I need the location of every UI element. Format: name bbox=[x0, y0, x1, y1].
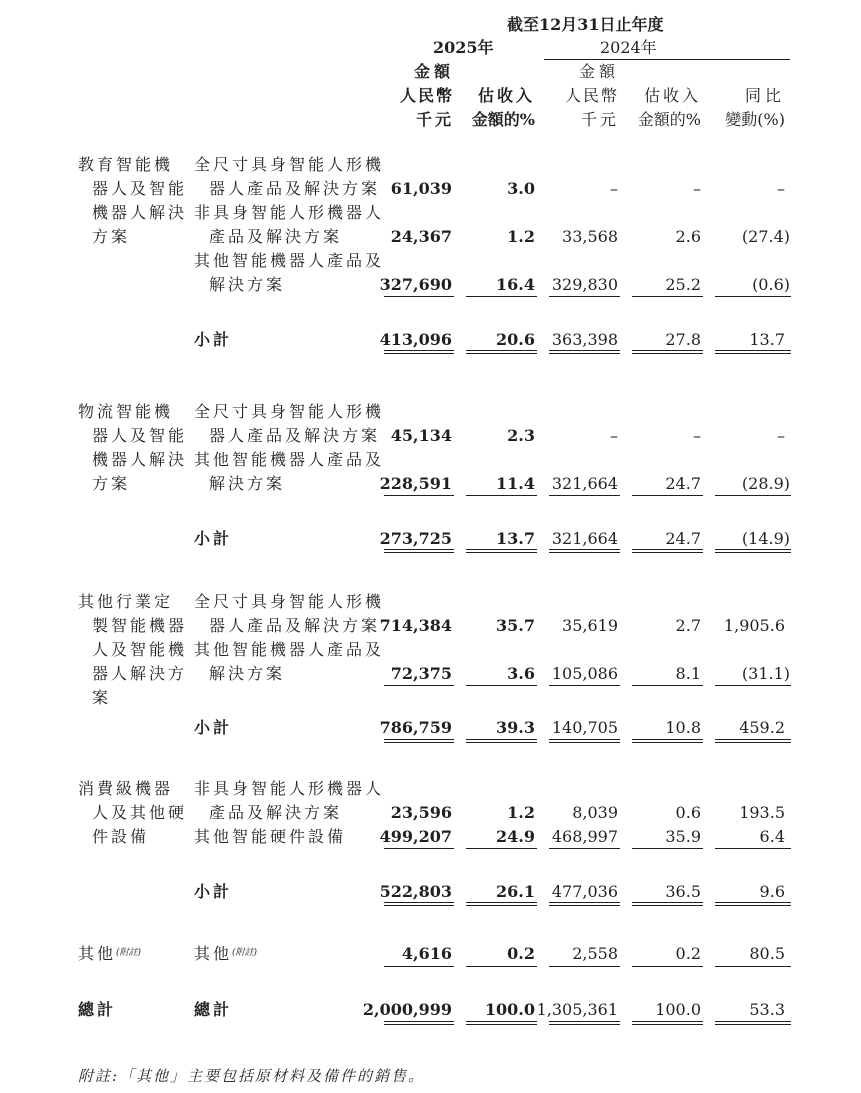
total-double-rule bbox=[549, 1021, 620, 1025]
category-label: 物流智能機 bbox=[78, 402, 174, 421]
subtotal-pct-2024: 36.5 bbox=[665, 882, 701, 901]
value-2024: 329,830 bbox=[551, 275, 618, 294]
change-pct: (27.4) bbox=[741, 227, 790, 246]
subtotal-pct-2025: 20.6 bbox=[496, 330, 535, 349]
col-amount-2024-l1: 金額 bbox=[578, 62, 619, 81]
row-label: 器人產品及解決方案 bbox=[209, 426, 381, 445]
pct-2025: 16.4 bbox=[496, 275, 535, 294]
row-label: 其他智能機器人產品及 bbox=[194, 640, 385, 659]
total-category: 總計 bbox=[78, 1000, 117, 1019]
others-category-text: 其他 bbox=[78, 944, 117, 963]
total-rule bbox=[632, 966, 703, 967]
subtotal-rule bbox=[549, 495, 620, 496]
subtotal-value-2024: 477,036 bbox=[551, 882, 618, 901]
subtotal-double-rule bbox=[549, 902, 620, 906]
subtotal-value-2024: 321,664 bbox=[551, 529, 618, 548]
row-label: 全尺寸具身智能人形機 bbox=[194, 402, 385, 421]
value-2025: 327,690 bbox=[379, 275, 452, 294]
row-label: 解決方案 bbox=[209, 275, 286, 294]
pct-2024: 2.7 bbox=[675, 616, 701, 635]
subtotal-double-rule bbox=[632, 739, 703, 743]
col-pct-2025-l1: 估收入 bbox=[477, 86, 535, 105]
subtotal-double-rule bbox=[466, 350, 537, 354]
subtotal-double-rule bbox=[549, 350, 620, 354]
subtotal-rule bbox=[466, 495, 537, 496]
subtotal-value-2025: 273,725 bbox=[379, 529, 452, 548]
value-2024: 468,997 bbox=[551, 827, 618, 846]
subtotal-pct-2025: 26.1 bbox=[496, 882, 535, 901]
value-2025: 228,591 bbox=[379, 474, 452, 493]
subtotal-rule bbox=[384, 685, 454, 686]
others-label bbox=[194, 946, 257, 962]
col-pct-2025-l2: 金額的% bbox=[471, 110, 535, 129]
category-label: 機器人解決 bbox=[92, 203, 188, 222]
row-label: 非具身智能人形機器人 bbox=[194, 779, 385, 798]
value-2024: – bbox=[610, 179, 618, 198]
subtotal-rule bbox=[632, 296, 703, 297]
row-label: 產品及解決方案 bbox=[209, 227, 343, 246]
col-pct-2024-l2: 金額的% bbox=[637, 110, 701, 129]
subtotal-rule bbox=[466, 848, 537, 849]
subtotal-double-rule bbox=[384, 902, 454, 906]
subtotal-pct-2025: 13.7 bbox=[496, 529, 535, 548]
row-label: 全尺寸具身智能人形機 bbox=[194, 592, 385, 611]
others-change: 80.5 bbox=[749, 944, 785, 963]
col-amount-2024-l3: 千元 bbox=[580, 110, 619, 129]
col-pct-2024-l1: 估收入 bbox=[643, 86, 701, 105]
total-rule bbox=[466, 966, 537, 967]
total-rule bbox=[715, 966, 791, 967]
others-category bbox=[78, 946, 141, 962]
footnote: 附註:「其他」主要包括原材料及備件的銷售。 bbox=[78, 1067, 426, 1085]
category-label: 教育智能機 bbox=[78, 155, 174, 174]
subtotal-rule bbox=[632, 495, 703, 496]
subtotal-double-rule bbox=[715, 350, 791, 354]
value-2025: 23,596 bbox=[390, 803, 452, 822]
subtotal-double-rule bbox=[632, 902, 703, 906]
pct-2024: 8.1 bbox=[675, 664, 701, 683]
category-label: 器人及智能 bbox=[92, 426, 188, 445]
subtotal-rule bbox=[549, 848, 620, 849]
value-2025: 72,375 bbox=[390, 664, 452, 683]
year-2025-header: 2025年 bbox=[433, 38, 494, 57]
subtotal-value-2025: 413,096 bbox=[379, 330, 452, 349]
value-2024: 35,619 bbox=[562, 616, 618, 635]
subtotal-double-rule bbox=[384, 549, 454, 553]
subtotal-rule bbox=[384, 848, 454, 849]
subtotal-change: 9.6 bbox=[759, 882, 785, 901]
change-pct: (28.9) bbox=[741, 474, 790, 493]
col-amount-2025-l2: 人民幣 bbox=[399, 86, 454, 105]
subtotal-label: 小計 bbox=[194, 882, 233, 901]
category-label: 人及智能機 bbox=[92, 640, 188, 659]
subtotal-double-rule bbox=[715, 902, 791, 906]
pct-2024: 0.6 bbox=[675, 803, 701, 822]
subtotal-rule bbox=[466, 685, 537, 686]
pct-2025: 35.7 bbox=[496, 616, 535, 635]
change-pct: 6.4 bbox=[759, 827, 785, 846]
change-pct: – bbox=[777, 179, 785, 198]
col-amount-2025-l1: 金額 bbox=[413, 62, 454, 81]
subtotal-change: 459.2 bbox=[739, 718, 785, 737]
category-label: 機器人解決 bbox=[92, 450, 188, 469]
change-pct: (31.1) bbox=[741, 664, 790, 683]
pct-2024: 24.7 bbox=[665, 474, 701, 493]
col-amount-2025-l3: 千元 bbox=[415, 110, 454, 129]
row-label: 解決方案 bbox=[209, 474, 286, 493]
row-label: 產品及解決方案 bbox=[209, 803, 343, 822]
category-label: 器人及智能 bbox=[92, 179, 188, 198]
pct-2025: 1.2 bbox=[507, 803, 535, 822]
subtotal-rule bbox=[715, 296, 791, 297]
subtotal-pct-2025: 39.3 bbox=[496, 718, 535, 737]
others-label-text: 其他 bbox=[194, 944, 233, 963]
others-value-2024: 2,558 bbox=[572, 944, 618, 963]
pct-2025: 1.2 bbox=[507, 227, 535, 246]
value-2025: 714,384 bbox=[379, 616, 452, 635]
subtotal-double-rule bbox=[549, 549, 620, 553]
value-2024: 8,039 bbox=[572, 803, 618, 822]
subtotal-change: 13.7 bbox=[749, 330, 785, 349]
year-2024-header: 2024年 bbox=[600, 38, 657, 57]
category-label: 其他行業定 bbox=[78, 592, 174, 611]
pct-2024: – bbox=[693, 426, 701, 445]
subtotal-change: (14.9) bbox=[741, 529, 790, 548]
total-pct-2025: 100.0 bbox=[484, 1000, 535, 1019]
total-double-rule bbox=[632, 1021, 703, 1025]
col-change-l1: 同比 bbox=[744, 86, 785, 105]
change-pct: – bbox=[777, 426, 785, 445]
total-rule bbox=[549, 966, 620, 967]
subtotal-double-rule bbox=[466, 739, 537, 743]
row-label: 器人產品及解決方案 bbox=[209, 179, 381, 198]
pct-2024: – bbox=[693, 179, 701, 198]
pct-2024: 35.9 bbox=[665, 827, 701, 846]
pct-2025: 24.9 bbox=[496, 827, 535, 846]
pct-2025: 3.0 bbox=[507, 179, 535, 198]
subtotal-double-rule bbox=[632, 549, 703, 553]
total-value-2025: 2,000,999 bbox=[362, 1000, 452, 1019]
category-label: 件設備 bbox=[92, 827, 150, 846]
value-2024: 33,568 bbox=[562, 227, 618, 246]
change-pct: 193.5 bbox=[739, 803, 785, 822]
subtotal-value-2024: 363,398 bbox=[551, 330, 618, 349]
pct-2025: 2.3 bbox=[507, 426, 535, 445]
subtotal-rule bbox=[715, 848, 791, 849]
subtotal-rule bbox=[549, 685, 620, 686]
subtotal-double-rule bbox=[715, 549, 791, 553]
value-2024: 105,086 bbox=[551, 664, 618, 683]
subtotal-rule bbox=[632, 848, 703, 849]
category-label: 案 bbox=[92, 688, 112, 707]
subtotal-double-rule bbox=[466, 549, 537, 553]
subtotal-rule bbox=[549, 296, 620, 297]
value-2025: 499,207 bbox=[379, 827, 452, 846]
total-label: 總計 bbox=[194, 1000, 233, 1019]
subtotal-double-rule bbox=[715, 739, 791, 743]
subtotal-double-rule bbox=[632, 350, 703, 354]
subtotal-value-2024: 140,705 bbox=[551, 718, 618, 737]
subtotal-pct-2024: 27.8 bbox=[665, 330, 701, 349]
others-pct-2025: 0.2 bbox=[507, 944, 535, 963]
category-label: 器人解決方 bbox=[92, 664, 188, 683]
change-pct: (0.6) bbox=[752, 275, 790, 294]
category-label: 方案 bbox=[92, 474, 131, 493]
subtotal-double-rule bbox=[384, 739, 454, 743]
total-double-rule bbox=[466, 1021, 537, 1025]
value-2024: 321,664 bbox=[551, 474, 618, 493]
others-value-2025: 4,616 bbox=[401, 944, 452, 963]
row-label: 解決方案 bbox=[209, 664, 286, 683]
category-label: 製智能機器 bbox=[92, 616, 188, 635]
total-change: 53.3 bbox=[749, 1000, 785, 1019]
pct-2024: 2.6 bbox=[675, 227, 701, 246]
category-label: 人及其他硬 bbox=[92, 803, 188, 822]
subtotal-rule bbox=[384, 495, 454, 496]
value-2025: 24,367 bbox=[390, 227, 452, 246]
value-2025: 45,134 bbox=[390, 426, 452, 445]
subtotal-double-rule bbox=[549, 739, 620, 743]
pct-2025: 3.6 bbox=[507, 664, 535, 683]
others-pct-2024: 0.2 bbox=[675, 944, 701, 963]
row-label: 全尺寸具身智能人形機 bbox=[194, 155, 385, 174]
change-pct: 1,905.6 bbox=[723, 616, 785, 635]
subtotal-double-rule bbox=[466, 902, 537, 906]
pct-2024: 25.2 bbox=[665, 275, 701, 294]
col-amount-2024-l2: 人民幣 bbox=[564, 86, 619, 105]
subtotal-value-2025: 786,759 bbox=[379, 718, 452, 737]
pct-2025: 11.4 bbox=[496, 474, 535, 493]
subtotal-rule bbox=[384, 296, 454, 297]
total-value-2024: 1,305,361 bbox=[536, 1000, 618, 1019]
value-2025: 61,039 bbox=[390, 179, 452, 198]
subtotal-pct-2024: 10.8 bbox=[665, 718, 701, 737]
col-change-l2: 變動(%) bbox=[725, 110, 785, 129]
value-2024: – bbox=[610, 426, 618, 445]
note-mark: (附註) bbox=[232, 948, 258, 958]
total-rule bbox=[384, 966, 454, 967]
category-label: 方案 bbox=[92, 227, 131, 246]
header-2024-underline bbox=[544, 59, 790, 60]
subtotal-label: 小計 bbox=[194, 529, 233, 548]
subtotal-value-2025: 522,803 bbox=[379, 882, 452, 901]
total-pct-2024: 100.0 bbox=[655, 1000, 701, 1019]
note-mark: (附註) bbox=[116, 948, 142, 958]
category-label: 消費級機器 bbox=[78, 779, 174, 798]
subtotal-label: 小計 bbox=[194, 718, 233, 737]
subtotal-label: 小計 bbox=[194, 330, 233, 349]
period-header: 截至12月31日止年度 bbox=[507, 15, 664, 34]
row-label: 非具身智能人形機器人 bbox=[194, 203, 385, 222]
row-label: 其他智能機器人產品及 bbox=[194, 251, 385, 270]
subtotal-rule bbox=[632, 685, 703, 686]
subtotal-pct-2024: 24.7 bbox=[665, 529, 701, 548]
row-label: 其他智能硬件設備 bbox=[194, 827, 347, 846]
row-label: 其他智能機器人產品及 bbox=[194, 450, 385, 469]
subtotal-rule bbox=[715, 685, 791, 686]
total-double-rule bbox=[715, 1021, 791, 1025]
total-double-rule bbox=[384, 1021, 454, 1025]
subtotal-rule bbox=[466, 296, 537, 297]
row-label: 器人產品及解決方案 bbox=[209, 616, 381, 635]
subtotal-double-rule bbox=[384, 350, 454, 354]
subtotal-rule bbox=[715, 495, 791, 496]
